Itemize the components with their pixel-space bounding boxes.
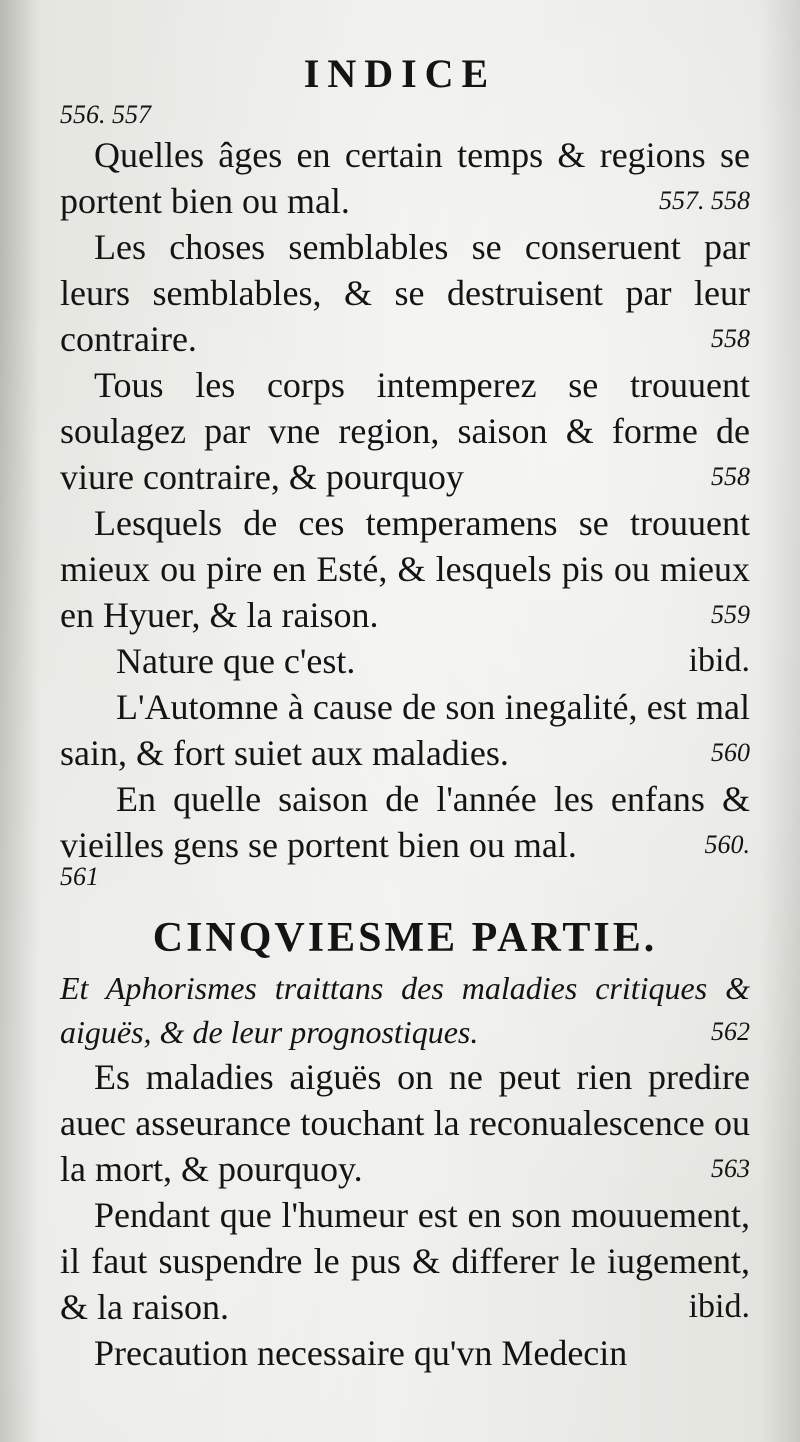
index-entry [60, 132, 750, 224]
page-ref: ibid. [688, 642, 750, 679]
index-entry [60, 684, 750, 776]
entry-text: Lesquels de ces temperamens se trouuent mieux ou pire en Esté, & lesquels pis ou mieux en Hyuer, & la raison. [60, 503, 750, 635]
page-ref: 562 [711, 1017, 750, 1046]
entry-text: Es maladies aiguës on ne peut rien predire auec asseurance touchant la reconualescence ou la mort, & pourquoy. [60, 1057, 750, 1189]
running-head: INDICE [303, 51, 497, 96]
page-ref: 563 [711, 1154, 750, 1183]
subtitle-text: Et Aphorismes traittans des maladies critiques & aiguës, & de leur prognostiques. [60, 970, 750, 1050]
page-ref: 557. 558 [659, 186, 750, 215]
entry-text: Precaution necessaire qu'vn Medecin [94, 1333, 628, 1373]
entry-text: L'Automne à cause de son inegalité, est mal sain, & fort suiet aux maladies. [60, 687, 750, 773]
page-ref: 558 [711, 462, 750, 491]
index-entry [60, 1054, 750, 1192]
entry-text: Pendant que l'humeur est en son mouuement, il faut suspendre le pus & differer le iugement, & la raison. [60, 1195, 750, 1327]
section-title: CINQVIESME PARTIE. [152, 915, 658, 961]
entry-text: Les choses semblables se conseruent par leurs semblables, & se destruisent par leur contraire. [60, 227, 750, 359]
index-entry [60, 776, 750, 868]
page-ref: 558 [711, 324, 750, 353]
entry-text: Nature que c'est. [116, 641, 356, 681]
page-ref: 560. [704, 830, 750, 859]
entry-text: Tous les corps intemperez se trouuent soulagez par vne region, saison & forme de viure contraire, & pourquoy [60, 365, 750, 497]
page-ref: 559 [711, 600, 750, 629]
entry-text: Quelles âges en certain temps & regions se portent bien ou mal. [60, 135, 750, 221]
section-subtitle [60, 966, 750, 1054]
opening-page-refs: 556. 557 [60, 100, 151, 129]
page-ref: 560 [711, 738, 750, 767]
index-text [60, 98, 750, 1376]
index-entry [60, 224, 750, 362]
index-entry [60, 1330, 750, 1376]
page-ref: ibid. [688, 1288, 750, 1325]
index-entry [60, 638, 750, 684]
index-entry [60, 362, 750, 500]
entry-text: En quelle saison de l'année les enfans & vieilles gens se portent bien ou mal. [60, 779, 750, 865]
page-ref-continued: 561 [60, 862, 99, 891]
index-entry [60, 1192, 750, 1330]
index-entry [60, 500, 750, 638]
